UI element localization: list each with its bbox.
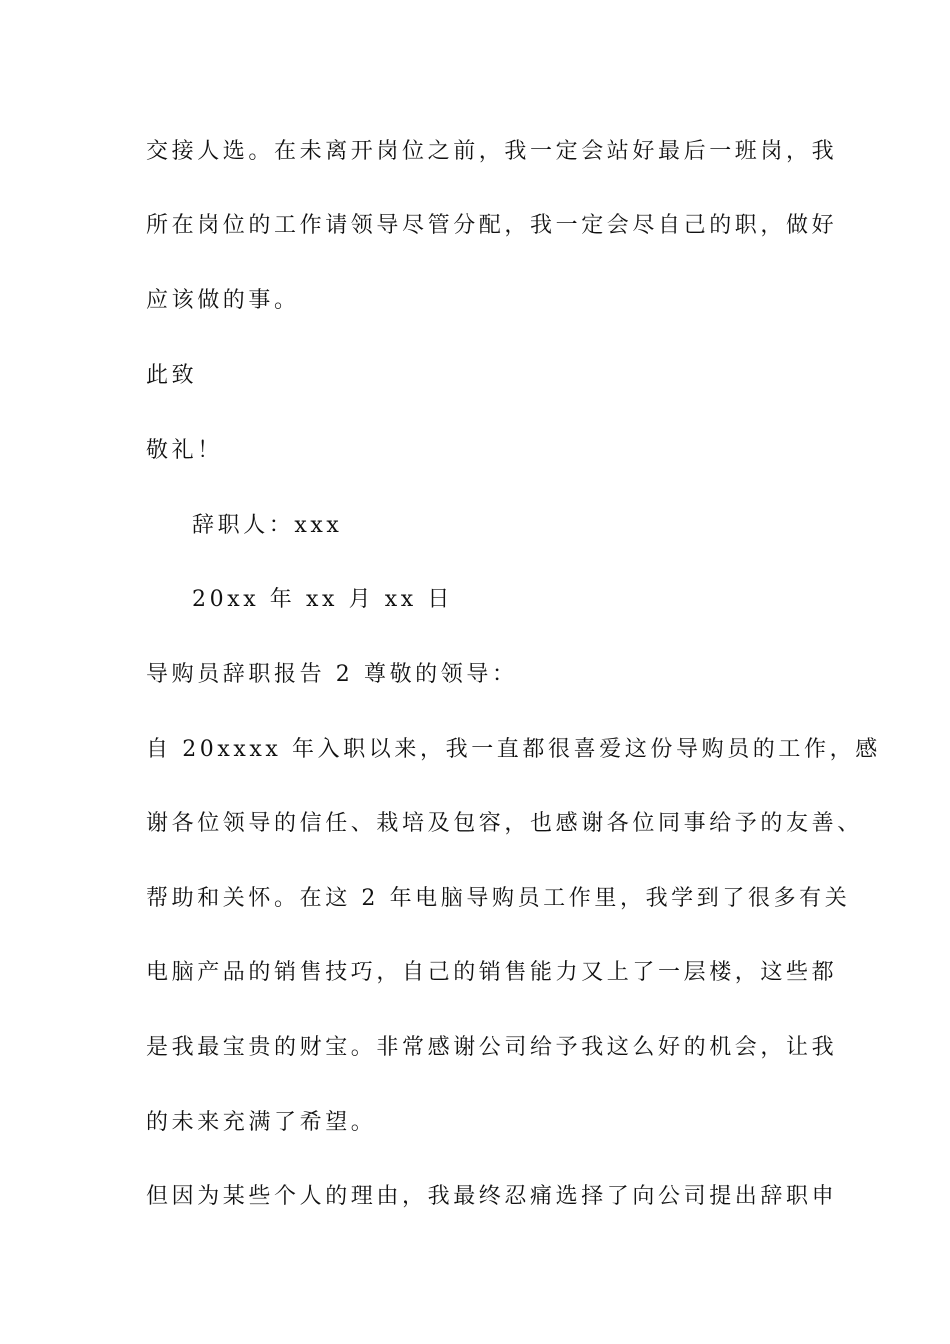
paragraph-line: 电脑产品的销售技巧，自己的销售能力又上了一层楼，这些都 [146,960,838,985]
paragraph-line: 但因为某些个人的理由，我最终忍痛选择了向公司提出辞职申 [146,1184,838,1209]
salutation-line: 敬礼！ [146,438,223,463]
paragraph-line: 帮助和关怀。在这 2 年电脑导购员工作里，我学到了很多有关 [146,886,851,911]
paragraph-line: 所在岗位的工作请领导尽管分配，我一定会尽自己的职，做好 [146,213,838,238]
section-heading: 导购员辞职报告 2 尊敬的领导： [146,662,518,687]
paragraph-line: 是我最宝贵的财宝。非常感谢公司给予我这么好的机会，让我 [146,1035,838,1060]
paragraph-line: 自 20xxxx 年入职以来，我一直都很喜爱这份导购员的工作，感 [146,737,881,762]
signature-name: 辞职人：xxx [192,513,343,538]
paragraph-line: 交接人选。在未离开岗位之前，我一定会站好最后一班岗，我 [146,139,838,164]
paragraph-line: 的未来充满了希望。 [146,1110,377,1135]
paragraph-line: 谢各位领导的信任、栽培及包容，也感谢各位同事给予的友善、 [146,811,863,836]
paragraph-line: 应该做的事。 [146,288,300,313]
closing-line: 此致 [146,363,198,388]
signature-date: 20xx 年 xx 月 xx 日 [192,587,454,612]
